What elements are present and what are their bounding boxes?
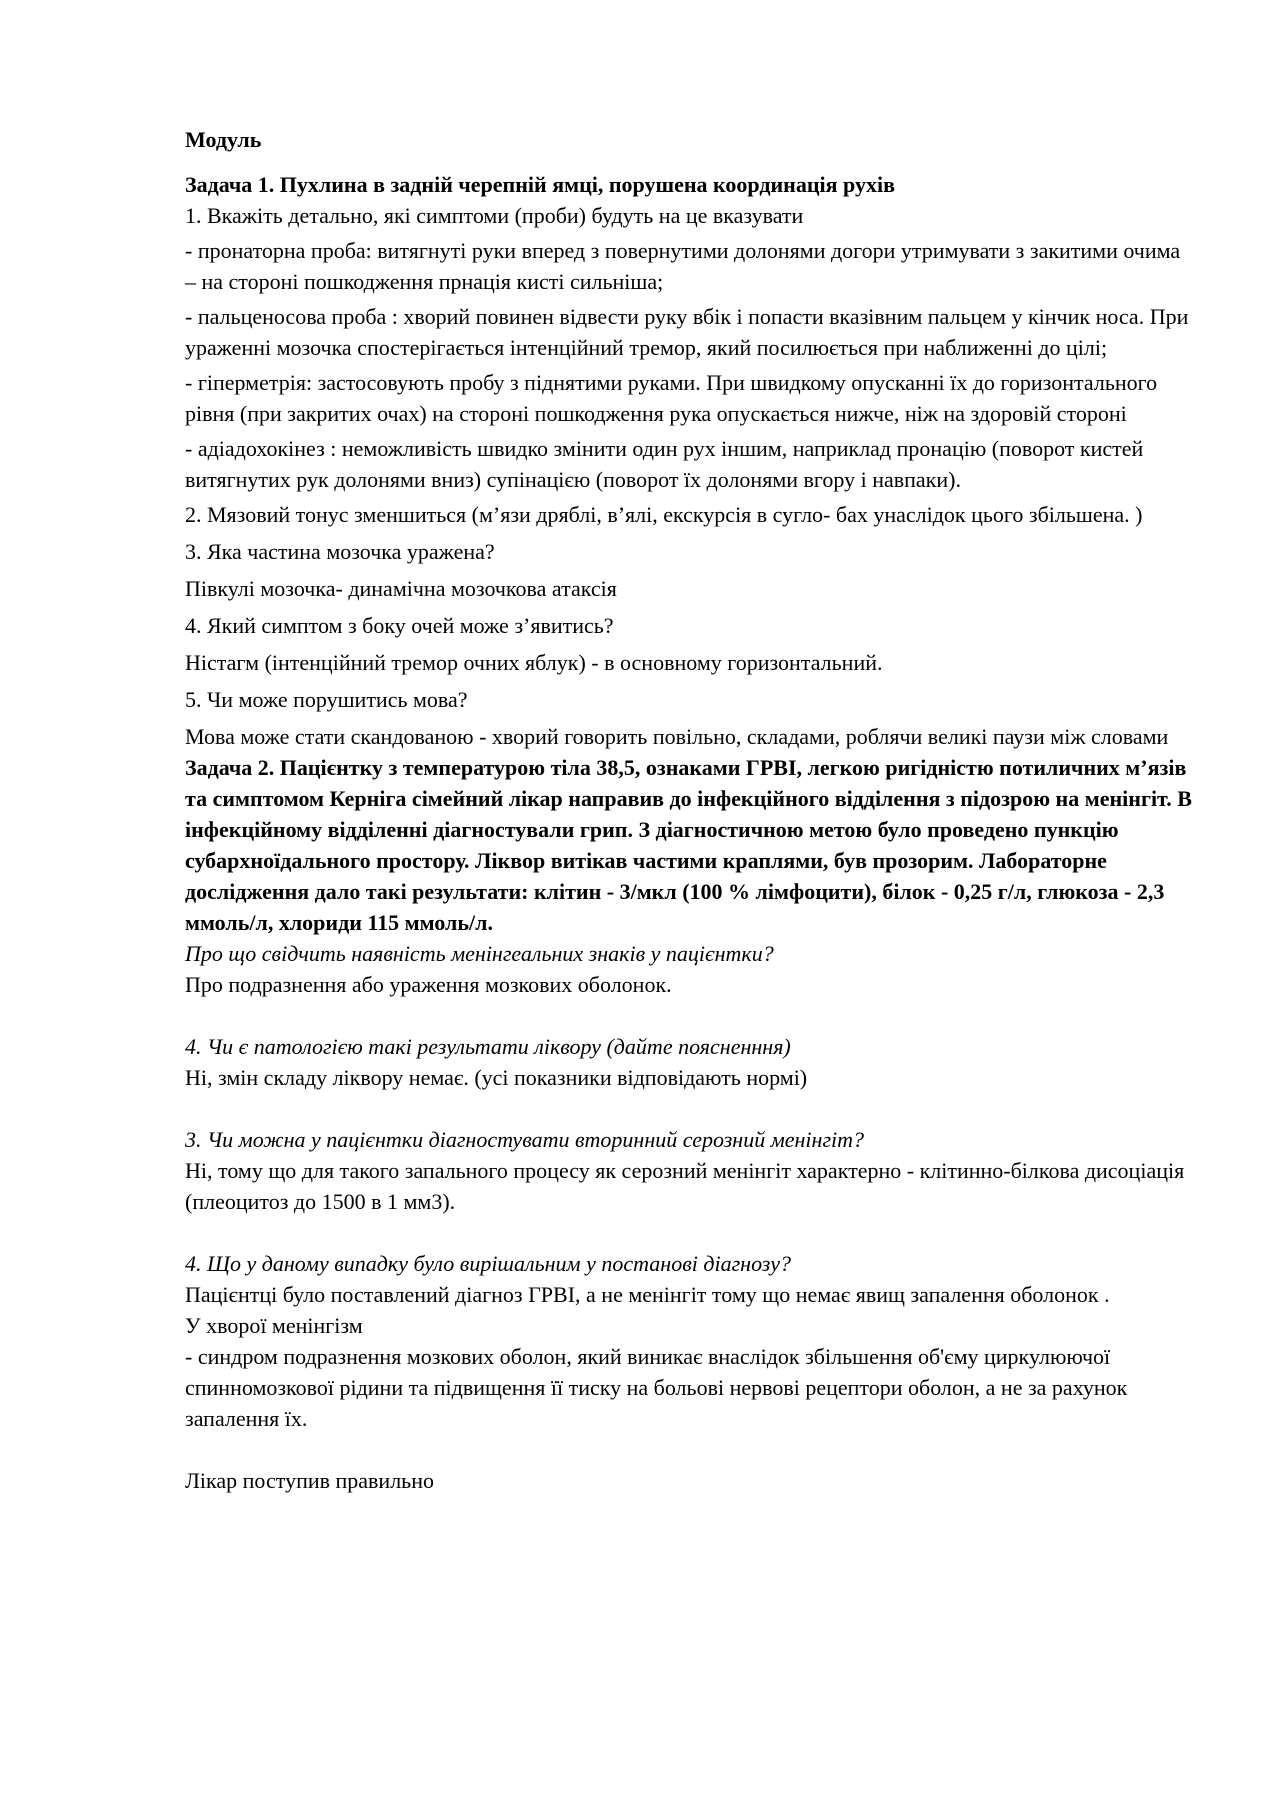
blank-line (185, 1000, 1195, 1031)
task2-answer-4-line-1: Пацієнтці було поставлений діагноз ГРВІ, а не менінгіт тому що немає явищ запалення оболонок . (185, 1282, 1110, 1307)
task2-question-2: 4. Чи є патологією такі результати ліквору (дайте поясненння) (185, 1034, 791, 1059)
task2-heading: Задача 2. Пацієнтку з температурою тіла 38,5, ознаками ГРВІ, легкою ригідністю потиличних м’язів та симптомом Керніга сімейний лікар направив до інфекційного відділення з підозрою на менінгіт. В інфекційному відділенні діагностували грип. З діагностичною метою було проведено пункцію субархноїдального простору. Ліквор витікав частими краплями, був прозорим. Лабораторне дослідження дало такі результати: клітин - 3/мкл (100 % лімфоцити), білок - 0,25 г/л, глюкоза - 2,3 ммоль/л, хлориди 115 ммоль/л. (185, 755, 1192, 935)
task1-answer-4: Ністагм (інтенційний тремор очних яблук) - в основному горизонтальний. (185, 650, 883, 675)
blank-line (185, 1093, 1195, 1124)
task2-answer-2: Ні, змін складу ліквору немає. (усі показники відповідають нормі) (185, 1065, 808, 1090)
task1-question-3: 3. Яка частина мозочка уражена? (185, 539, 495, 564)
task1-answer-adiadochokinesis: - адіадохокінез : неможливість швидко змінити один рух іншим, наприклад пронацію (поворот кистей витягнутих рук долонями вниз) супінацією (поворот їх долонями вгору і навпаки). (185, 436, 1144, 492)
task1-question-1: 1. Вкажіть детально, які симптоми (проби) будуть на це вказувати (185, 203, 804, 228)
task2-answer-4-line-3: - синдром подразнення мозкових оболон, який виникає внаслідок збільшення об'єму циркулюючої спинномозкової рідини та підвищення її тиску на больові нервові рецептори оболон, а не за рахунок запалення їх. (185, 1344, 1128, 1431)
task2-question-1: Про що свідчить наявність менінгеальних знаків у пацієнтки? (185, 941, 774, 966)
task1-question-5: 5. Чи може порушитись мова? (185, 687, 468, 712)
task2-question-3: 3. Чи можна у пацієнтки діагностувати вторинний серозний менінгіт? (185, 1127, 865, 1152)
blank-line (185, 1217, 1195, 1248)
task2-answer-1: Про подразнення або ураження мозкових оболонок. (185, 972, 672, 997)
task1-question-2: 2. Мязовий тонус зменшиться (м’язи дряблі, в’ялі, екскурсія в сугло- бах унаслідок цього збільшена. ) (185, 502, 1143, 527)
document-title: Модуль (185, 127, 262, 152)
task1-answer-pronator-test: - пронаторна проба: витягнуті руки вперед з повернутими долонями догори утримувати з закитими очима – на стороні пошкодження прнація кисті сильніша; (185, 238, 1181, 294)
task1-answer-finger-nose-test: - пальценосова проба : хворий повинен відвести руку вбік і попасти вказівним пальцем у кінчик носа. При ураженні мозочка спостерігається інтенційний тремор, який посилюється при наближенні до цілі; (185, 304, 1189, 360)
task1-answer-hypermetria: - гіперметрія: застосовують пробу з піднятими руками. При швидкому опусканні їх до горизонтального рівня (при закритих очах) на стороні пошкодження рука опускається нижче, ніж на здоровій стороні (185, 370, 1158, 426)
task1-heading: Задача 1. Пухлина в задній черепній ямці, порушена координація рухів (185, 172, 895, 197)
task1-answer-5: Мова може стати скандованою - хворий говорить повільно, складами, роблячи великі паузи між словами (185, 724, 1169, 749)
task2-answer-3: Ні, тому що для такого запального процесу як серозний менінгіт характерно - клітинно-білкова дисоціація (плеоцитоз до 1500 в 1 мм3). (185, 1158, 1185, 1214)
task2-conclusion: Лікар поступив правильно (185, 1468, 434, 1493)
task2-question-4: 4. Що у даному випадку було вирішальним у постанові діагнозу? (185, 1251, 791, 1276)
task2-answer-4-line-2: У хворої менінгізм (185, 1313, 363, 1338)
blank-line (185, 1434, 1195, 1465)
task1-answer-3: Півкулі мозочка- динамічна мозочкова атаксія (185, 576, 617, 601)
document-page (185, 124, 1195, 1496)
task1-question-4: 4. Який симптом з боку очей може з’явитись? (185, 613, 614, 638)
